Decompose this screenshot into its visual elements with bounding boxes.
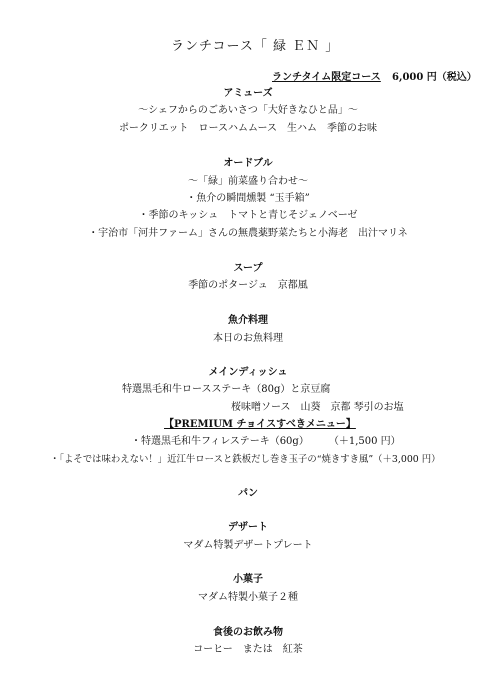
main-heading: メインディッシュ — [208, 367, 288, 378]
drink-line-1: コーヒー または 紅茶 — [193, 644, 303, 655]
hors-doeuvre-heading: オードブル — [223, 158, 273, 169]
premium-option-1: ・特選黒毛和牛フィレステーキ（60g） （＋1,500 円） — [131, 436, 401, 447]
soup-line-1: 季節のポタージュ 京都風 — [188, 280, 308, 291]
premium-heading: 【PREMIUM チョイスすべきメニュー】 — [164, 419, 356, 430]
dessert-line-1: マダム特製デザートプレート — [183, 540, 313, 551]
hors-doeuvre-line-4: ・宇治市「河井ファーム」さんの無農薬野菜たちと小海老 出汁マリネ — [88, 228, 408, 239]
bread-heading: パン — [238, 488, 258, 499]
amuse-line-2: ポークリエット ロースハムムース 生ハム 季節のお味 — [118, 123, 378, 134]
course-price-line — [272, 71, 477, 85]
fish-heading: 魚介料理 — [228, 315, 268, 326]
drink-heading: 食後のお飲み物 — [213, 627, 283, 638]
course-price: 6,000 円（税込） — [392, 72, 477, 83]
limit-label: ランチタイム限定コース — [272, 72, 381, 83]
hors-doeuvre-line-1: ～「緑」前菜盛り合わせ～ — [188, 176, 308, 187]
amuse-line-1: ～シェフからのごあいさつ「大好きなひと品」～ — [138, 105, 358, 116]
sweets-heading: 小菓子 — [233, 574, 263, 585]
main-line-1: 特選黒毛和牛ロースステーキ（80g）と京豆腐 — [122, 384, 331, 395]
fish-line-1: 本日のお魚料理 — [213, 333, 283, 344]
dessert-heading: デザート — [228, 522, 268, 533]
hors-doeuvre-line-2: ・魚介の瞬間燻製 “玉手箱” — [186, 193, 310, 204]
soup-heading: スープ — [233, 263, 263, 274]
premium-option-2: ・「よそでは味わえない！」近江牛ロースと鉄板だし巻き玉子の“焼きすき風”（＋3,000 円） — [50, 454, 441, 465]
hors-doeuvre-line-3: ・季節のキッシュ トマトと青じそジェノベーゼ — [138, 210, 358, 221]
amuse-heading: アミューズ — [223, 88, 273, 99]
sweets-line-1: マダム特製小菓子２種 — [198, 592, 298, 603]
course-title: ランチコース「 緑 ＥＮ 」 — [171, 39, 340, 54]
main-line-2: 桜味噌ソース 山葵 京都 琴引のお塩 — [231, 402, 404, 413]
